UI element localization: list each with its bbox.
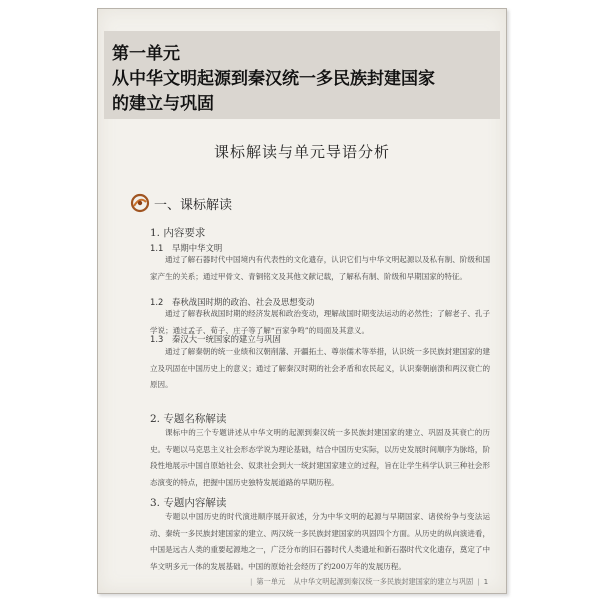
unit-header-band xyxy=(104,31,500,119)
item-number: 1.2 xyxy=(150,297,164,307)
page-number: 1 xyxy=(483,577,489,586)
content-reading-heading: 3. 专题内容解读 xyxy=(150,497,227,509)
content-reading-text: 专题以中国历史的时代演进顺序展开叙述，分为中华文明的起源与早期国家、诸侯纷争与变法运动、秦统一多民族封建国家的建立、两汉统一多民族封建国家的巩固四个方面。从历史的纵向演进看，中国是远古人类的重要起源地之一，广泛分布的旧石器时代人类遗址和新石器时代文化遗存，奠定了中华文明多元一体的发展基础。中国的原始社会经历了约200万年的发展历程。 xyxy=(150,512,490,571)
content-requirements-heading: 1. 内容要求 xyxy=(150,227,206,239)
section-heading xyxy=(130,193,232,213)
item-1-1-text: 通过了解石器时代中国境内有代表性的文化遗存，认识它们与中华文明起源以及私有制、阶级和国家产生的关系；通过甲骨文、青铜铭文及其他文献记载，了解私有制、阶级和早期国家的特征。 xyxy=(150,255,490,281)
item-title: 早期中华文明 xyxy=(172,243,223,253)
swirl-ornament-icon xyxy=(130,193,150,213)
section-title: 一、课标解读 xyxy=(154,197,233,213)
page-footer: | 第一单元 从中华文明起源到秦汉统一多民族封建国家的建立与巩固 | 1 xyxy=(250,577,489,586)
item-title: 秦汉大一统国家的建立与巩固 xyxy=(172,334,281,344)
item-1-2-text: 通过了解春秋战国时期的经济发展和政治变动，理解战国时期变法运动的必然性；了解老子、孔子学说；通过孟子、荀子、庄子等了解“百家争鸣”的局面及其意义。 xyxy=(150,309,490,335)
name-reading-text: 课标中的三个专题讲述从中华文明的起源到秦汉统一多民族封建国家的建立、巩固及其衰亡的历史。专题以马克思主义社会形态学说为理论基础，结合中国历史实际，以历史发展时间顺序为脉络，阶段性地展示中国自原始社会、奴隶社会到大一统封建国家建立的过程，旨在让学生科学认识三种社会形态演变的特点，把握中国历史独特发展道路的早期历程。 xyxy=(150,428,490,487)
footer-title: 从中华文明起源到秦汉统一多民族封建国家的建立与巩固 xyxy=(293,577,474,586)
unit-title-line-1: 从中华文明起源到秦汉统一多民族封建国家 xyxy=(112,69,435,89)
item-1-3-text: 通过了解秦朝的统一业绩和汉朝削藩、开疆拓土、尊崇儒术等举措，认识统一多民族封建国家的建立及巩固在中国历史上的意义；通过了解秦汉时期的社会矛盾和农民起义，认识秦朝崩溃和两汉衰亡的原因。 xyxy=(150,347,490,389)
unit-label: 第一单元 xyxy=(112,44,180,64)
footer-unit: 第一单元 xyxy=(256,577,286,586)
item-title: 春秋战国时期的政治、社会及思想变动 xyxy=(172,297,315,307)
name-reading-heading: 2. 专题名称解读 xyxy=(150,413,227,425)
book-page xyxy=(97,8,507,594)
unit-title-line-2: 的建立与巩固 xyxy=(112,94,214,114)
page-subtitle: 课标解读与单元导语分析 xyxy=(213,143,390,161)
item-number: 1.1 xyxy=(150,243,164,253)
item-number: 1.3 xyxy=(150,334,164,344)
